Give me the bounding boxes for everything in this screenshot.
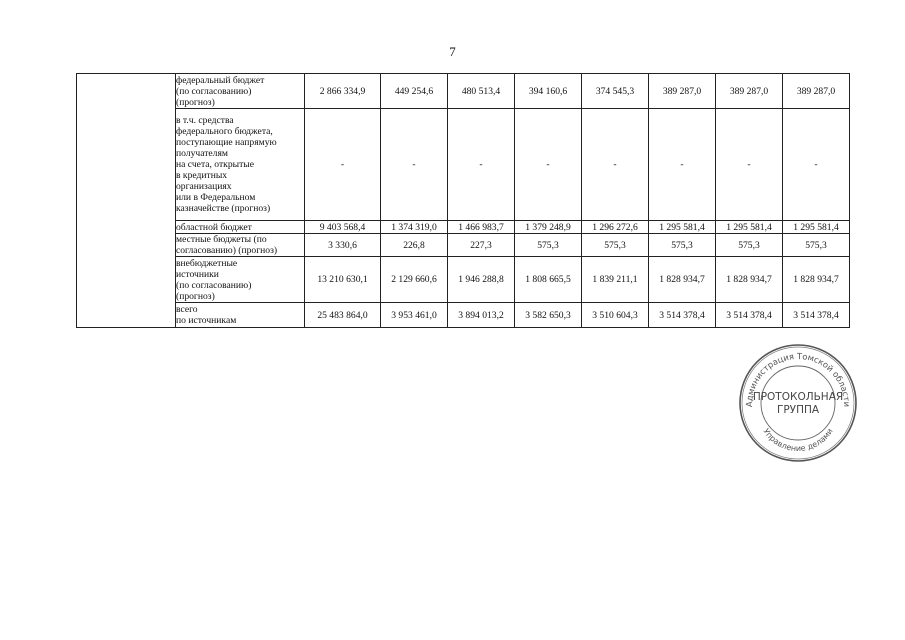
value-cell: 1 295 581,4 bbox=[716, 221, 783, 234]
value-cell: 1 828 934,7 bbox=[649, 257, 716, 303]
value-cell: 374 545,3 bbox=[582, 74, 649, 109]
value-cell: - bbox=[448, 109, 515, 221]
value-cell: 13 210 630,1 bbox=[305, 257, 381, 303]
value-cell: 1 828 934,7 bbox=[716, 257, 783, 303]
value-cell: - bbox=[783, 109, 850, 221]
value-cell: 389 287,0 bbox=[783, 74, 850, 109]
value-cell: 226,8 bbox=[381, 234, 448, 257]
value-cell: - bbox=[381, 109, 448, 221]
label-line: местные бюджеты (по bbox=[176, 234, 267, 245]
value-cell: - bbox=[515, 109, 582, 221]
stamp-center-line-2: ГРУППА bbox=[776, 404, 820, 416]
row-label bbox=[176, 257, 305, 303]
label-line: федеральный бюджет bbox=[176, 74, 265, 86]
value-cell: 575,3 bbox=[783, 234, 850, 257]
value-cell: 3 582 650,3 bbox=[515, 303, 582, 328]
budget-table bbox=[76, 73, 850, 328]
value-cell: 3 894 013,2 bbox=[448, 303, 515, 328]
label-line: согласованию) (прогноз) bbox=[176, 245, 278, 256]
value-cell: 3 514 378,4 bbox=[649, 303, 716, 328]
label-line: всего bbox=[176, 304, 198, 315]
value-cell: 389 287,0 bbox=[716, 74, 783, 109]
stamp-seal-icon bbox=[738, 343, 858, 463]
label-line: источники bbox=[176, 268, 219, 280]
value-cell: 389 287,0 bbox=[649, 74, 716, 109]
label-line: или в Федеральном bbox=[176, 192, 256, 203]
table-row bbox=[77, 234, 850, 257]
value-cell: 575,3 bbox=[649, 234, 716, 257]
value-cell: 9 403 568,4 bbox=[305, 221, 381, 234]
value-cell: 3 514 378,4 bbox=[716, 303, 783, 328]
value-cell: 480 513,4 bbox=[448, 74, 515, 109]
value-cell: 1 808 665,5 bbox=[515, 257, 582, 303]
official-stamp bbox=[738, 343, 858, 463]
value-cell: 1 379 248,9 bbox=[515, 221, 582, 234]
value-cell: 1 828 934,7 bbox=[783, 257, 850, 303]
table-row bbox=[77, 257, 850, 303]
value-cell: 3 953 461,0 bbox=[381, 303, 448, 328]
value-cell: - bbox=[716, 109, 783, 221]
label-line: (прогноз) bbox=[176, 290, 215, 302]
value-cell: 575,3 bbox=[716, 234, 783, 257]
value-cell: - bbox=[649, 109, 716, 221]
value-cell: 227,3 bbox=[448, 234, 515, 257]
page-number: 7 bbox=[449, 44, 456, 59]
value-cell: 3 330,6 bbox=[305, 234, 381, 257]
value-cell: 1 295 581,4 bbox=[783, 221, 850, 234]
value-cell: 25 483 864,0 bbox=[305, 303, 381, 328]
table-row bbox=[77, 303, 850, 328]
value-cell: 575,3 bbox=[582, 234, 649, 257]
row-label bbox=[176, 109, 305, 221]
value-cell: - bbox=[582, 109, 649, 221]
label-line: внебюджетные bbox=[176, 257, 238, 269]
label-line: на счета, открытые bbox=[176, 159, 254, 170]
stamp-outer-top-text: Администрация Томской области bbox=[743, 350, 853, 408]
label-line: поступающие напрямую bbox=[176, 137, 277, 148]
value-cell: - bbox=[305, 109, 381, 221]
value-cell: 1 374 319,0 bbox=[381, 221, 448, 234]
value-cell: 1 839 211,1 bbox=[582, 257, 649, 303]
value-cell: 449 254,6 bbox=[381, 74, 448, 109]
value-cell: 394 160,6 bbox=[515, 74, 582, 109]
label-line: организациях bbox=[176, 181, 232, 192]
label-line: в т.ч. средства bbox=[176, 115, 234, 126]
label-line: областной бюджет bbox=[176, 221, 252, 233]
label-line: (по согласованию) bbox=[176, 279, 252, 291]
label-line: в кредитных bbox=[176, 170, 228, 181]
label-line: (по согласованию) bbox=[176, 85, 252, 97]
label-line: казначействе (прогноз) bbox=[176, 203, 271, 214]
value-cell: 1 296 272,6 bbox=[582, 221, 649, 234]
value-cell: 1 466 983,7 bbox=[448, 221, 515, 234]
stamp-center-line-1: ПРОТОКОЛЬНАЯ bbox=[752, 391, 844, 403]
table-row bbox=[77, 74, 850, 109]
stamp-outer-bottom-text: Управление делами bbox=[761, 426, 835, 454]
label-line: федерального бюджета, bbox=[176, 126, 273, 137]
value-cell: 2 866 334,9 bbox=[305, 74, 381, 109]
value-cell: 3 510 604,3 bbox=[582, 303, 649, 328]
value-cell: 1 946 288,8 bbox=[448, 257, 515, 303]
row-label bbox=[176, 234, 305, 257]
label-line: получателям bbox=[176, 148, 228, 159]
table-row bbox=[77, 221, 850, 234]
row-label bbox=[176, 221, 305, 234]
value-cell: 575,3 bbox=[515, 234, 582, 257]
value-cell: 1 295 581,4 bbox=[649, 221, 716, 234]
label-line: по источникам bbox=[176, 315, 237, 326]
label-line: (прогноз) bbox=[176, 96, 215, 108]
table-row bbox=[77, 109, 850, 221]
row-label bbox=[176, 303, 305, 328]
value-cell: 2 129 660,6 bbox=[381, 257, 448, 303]
row-label bbox=[176, 74, 305, 109]
value-cell: 3 514 378,4 bbox=[783, 303, 850, 328]
blank-column-cell bbox=[77, 74, 176, 328]
